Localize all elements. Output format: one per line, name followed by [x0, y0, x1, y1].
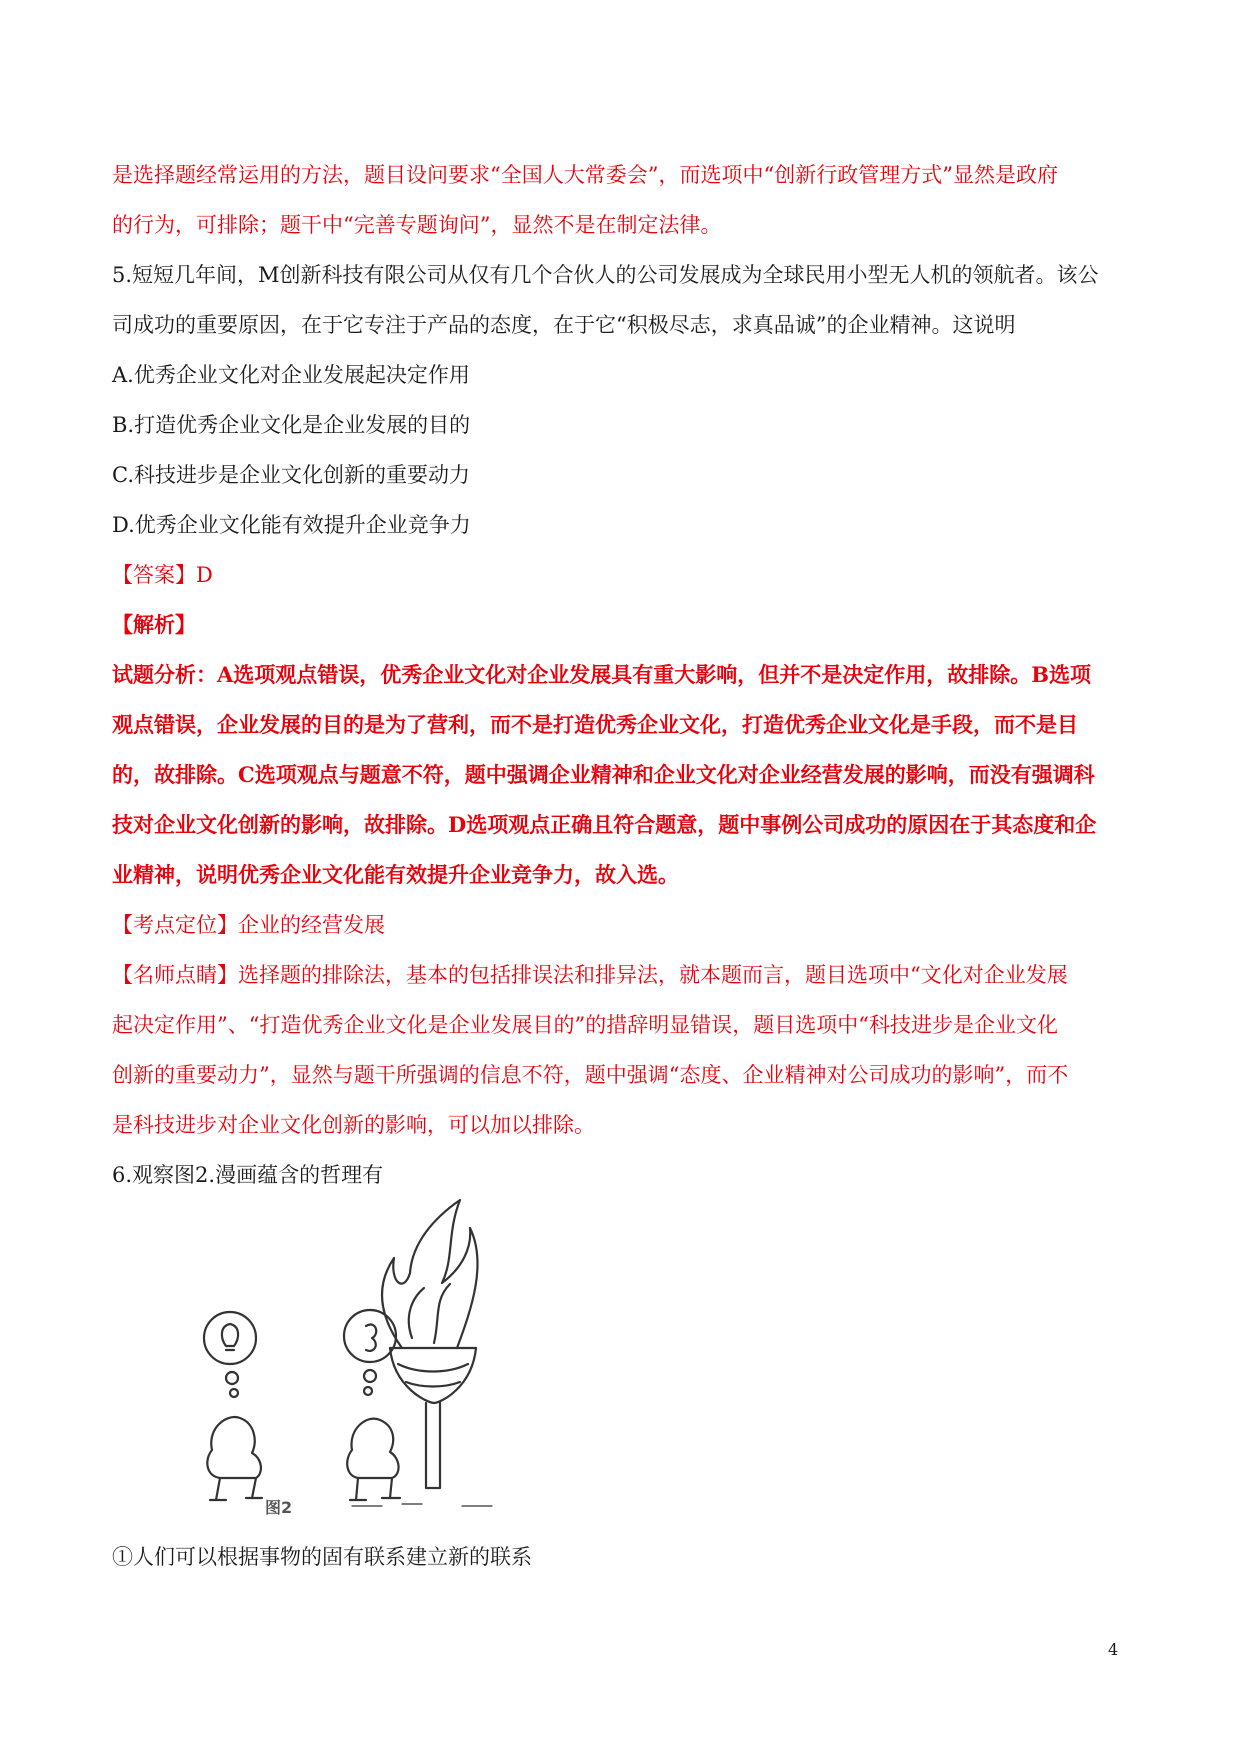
q5-mingshi-line-1 — [112, 950, 1130, 1000]
q5-mingshi-line-4: 是科技进步对企业文化创新的影响，可以加以排除。 — [112, 1113, 595, 1137]
kaodian-value: 企业的经营发展 — [238, 913, 385, 937]
q5-analysis-line-3: 的，故排除。C选项观点与题意不符，题中强调企业精神和企业文化对企业经营发展的影响，而没有强调科 — [112, 762, 1095, 787]
q5-analysis-line-1: 试题分析：A选项观点错误，优秀企业文化对企业发展具有重大影响，但并不是决定作用，故排除。B选项 — [112, 662, 1092, 687]
mingshi-tag: 【名师点睛】 — [112, 963, 238, 987]
answer-tag: 【答案】 — [112, 563, 196, 587]
q5-mingshi-line-2: 起决定作用”、“打造优秀企业文化是企业发展目的”的措辞明显错误，题目选项中“科技进步是企业文化 — [112, 1013, 1058, 1037]
q5-analysis-line-4: 技对企业文化创新的影响，故排除。D选项观点正确且符合题意，题中事例公司成功的原因在于其态度和企 — [112, 812, 1097, 837]
answer-value: D — [196, 563, 213, 587]
q5-option-c: C.科技进步是企业文化创新的重要动力 — [112, 463, 470, 487]
q5-analysis-line-2: 观点错误，企业发展的目的是为了营利，而不是打造优秀企业文化，打造优秀企业文化是手段，而不是目 — [112, 712, 1078, 737]
q5-analysis-line-5: 业精神，说明优秀企业文化能有效提升企业竞争力，故入选。 — [112, 862, 679, 887]
intro-line-2: 的行为，可排除；题干中“完善专题询问”，显然不是在制定法律。 — [112, 213, 722, 237]
q5-stem-line-1: 5.短短几年间，M创新科技有限公司从仅有几个合伙人的公司发展成为全球民用小型无人机的领航者。该公 — [112, 263, 1099, 287]
mingshi-text-1: 选择题的排除法，基本的包括排误法和排异法，就本题而言，题目选项中“文化对企业发展 — [238, 963, 1068, 987]
q5-option-a: A.优秀企业文化对企业发展起决定作用 — [112, 363, 470, 387]
q5-analysis-heading — [112, 600, 1130, 650]
cartoon-figure — [172, 1188, 652, 1538]
page-number: 4 — [1108, 1640, 1119, 1659]
kaodian-tag: 【考点定位】 — [112, 913, 238, 937]
content-body — [112, 150, 1130, 1200]
q5-kaodian — [112, 900, 1130, 950]
figure-caption: 图2 — [265, 1498, 293, 1517]
q5-mingshi-line-3: 创新的重要动力”，显然与题干所强调的信息不符，题中强调“态度、企业精神对公司成功的影响”，而不 — [112, 1063, 1069, 1087]
q5-option-b: B.打造优秀企业文化是企业发展的目的 — [112, 413, 471, 437]
intro-line-1: 是选择题经常运用的方法，题目设问要求“全国人大常委会”，而选项中“创新行政管理方式”显然是政府 — [112, 163, 1058, 187]
q5-answer — [112, 550, 1130, 600]
q5-option-d: D.优秀企业文化能有效提升企业竞争力 — [112, 513, 471, 537]
q5-stem-line-2: 司成功的重要原因，在于它专注于产品的态度，在于它“积极尽志，求真品诚”的企业精神。这说明 — [112, 313, 1016, 337]
q6-option-1: ①人们可以根据事物的固有联系建立新的联系 — [112, 1545, 532, 1569]
analysis-tag: 【解析】 — [112, 612, 196, 637]
q6-stem: 6.观察图2.漫画蕴含的哲理有 — [112, 1163, 384, 1187]
